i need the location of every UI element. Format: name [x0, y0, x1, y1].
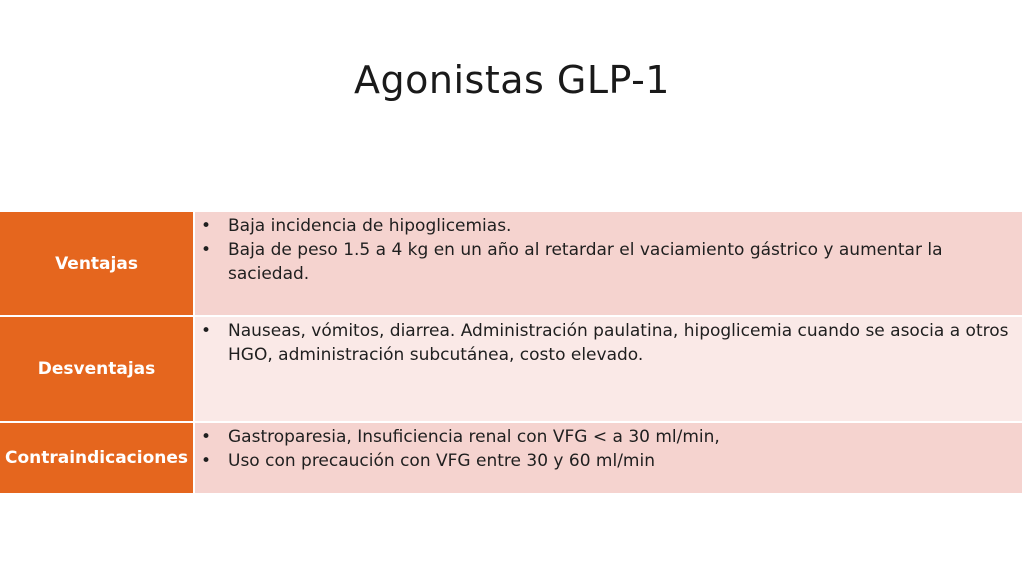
bullet-icon: • [201, 427, 212, 447]
table-row-contraindicaciones [0, 423, 1022, 493]
list-item [201, 319, 1016, 367]
list-item [201, 214, 1016, 238]
table-row-ventajas [0, 212, 1022, 317]
slide-title: Agonistas GLP-1 [354, 58, 670, 102]
bullet-icon: • [201, 451, 212, 471]
bullet-icon: • [201, 240, 212, 260]
bullet-list [201, 214, 1016, 286]
list-item [201, 449, 1016, 473]
list-item [201, 238, 1016, 286]
row-label-ventajas: Ventajas [0, 212, 193, 317]
list-item [201, 425, 1016, 449]
comparison-table [0, 212, 1022, 493]
row-content-desventajas [195, 317, 1022, 423]
list-item-text: Nauseas, vómitos, diarrea. Administración paulatina, hipoglicemia cuando se asocia a otros HGO, administración subcutánea, costo elevado. [228, 321, 1009, 365]
list-item-text: Gastroparesia, Insuficiencia renal con VFG < a 30 ml/min, [228, 427, 720, 447]
bullet-list [201, 425, 1016, 473]
list-item-text: Baja de peso 1.5 a 4 kg en un año al retardar el vaciamiento gástrico y aumentar la saciedad. [228, 240, 943, 284]
row-label-contraindicaciones: Contraindicaciones [0, 423, 193, 493]
row-content-ventajas [195, 212, 1022, 317]
table-row-desventajas [0, 317, 1022, 423]
bullet-icon: • [201, 216, 212, 236]
row-label-desventajas: Desventajas [0, 317, 193, 423]
list-item-text: Baja incidencia de hipoglicemias. [228, 216, 512, 236]
row-content-contraindicaciones [195, 423, 1022, 493]
bullet-list [201, 319, 1016, 367]
bullet-icon: • [201, 321, 212, 341]
list-item-text: Uso con precaución con VFG entre 30 y 60 ml/min [228, 451, 655, 471]
